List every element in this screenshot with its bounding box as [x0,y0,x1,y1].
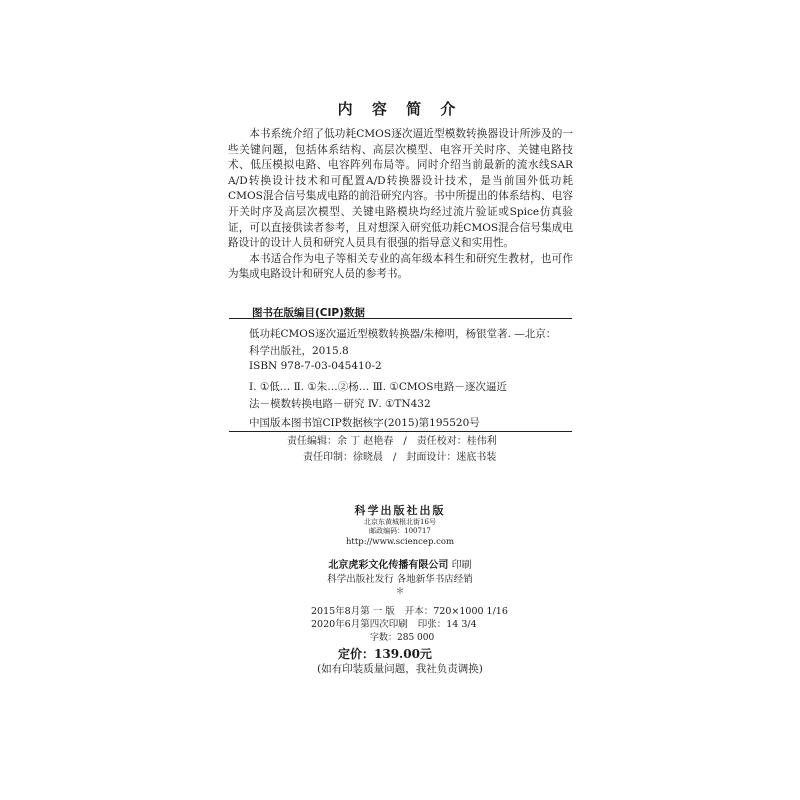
responsible-editors: 责任编辑：余 丁 赵艳春 [287,436,394,447]
summary-body [228,127,573,283]
cover-designer: 封面设计：迷底书装 [406,452,497,463]
star-divider: ＊ [395,587,405,597]
publisher-postcode: 邮政编码：100717 [369,527,431,535]
quality-note: (如有印装质量问题，我社负责调换) [317,663,483,675]
cip-line-classification: 法－模数转换电路－研究 Ⅳ. ①TN432 [249,398,431,410]
summary-heading: 内 容 简 介 [337,100,463,118]
production-credits: 责任印制：徐晓晨 / 封面设计：迷底书装 [303,452,497,463]
print-line [311,616,477,630]
printing-word: 印刷 [451,560,472,571]
printing-line [0,556,800,571]
cip-line-subjects: Ⅰ. ①低… Ⅱ. ①朱…②杨… Ⅲ. ①CMOS电路－逐次逼近 [249,381,507,393]
publisher-address: 北京东黄城根北街16号 [364,518,436,526]
printing-number: 2020年6月第四次印刷 [311,619,408,630]
word-count: 字数：285 000 [370,633,435,643]
cip-data-box [229,318,572,432]
edition-line [311,603,508,617]
price: 定价：139.00元 [338,647,432,661]
proofreader: 责任校对：桂伟利 [416,436,497,447]
summary-paragraph: 本书适合作为电子等相关专业的高年级本科生和研究生教材，也可作为集成电路设计和研究人员的参考书。 [228,252,573,281]
publisher-name: 科学出版社出版 [354,504,446,517]
editor-credits: 责任编辑：余 丁 赵艳春 / 责任校对：桂伟利 [287,436,497,447]
print-sheets: 印张：14 3/4 [417,619,477,630]
cip-line-isbn: ISBN 978-7-03-045410-2 [249,360,382,372]
printing-company: 北京虎彩文化传播有限公司 [328,560,449,571]
book-format: 开本：720×1000 1/16 [404,606,508,617]
cip-title: 图书在版编目(CIP)数据 [252,307,365,319]
cip-line-publisher: 科学出版社，2015.8 [249,345,349,357]
cip-line-title: 低功耗CMOS逐次逼近型模数转换器/朱樟明，杨银堂著. —北京： [249,328,557,340]
print-supervisor: 责任印制：徐晓晨 [303,452,383,463]
publisher-website: http://www.sciencep.com [345,537,455,547]
summary-paragraph: 本书系统介绍了低功耗CMOS逐次逼近型模数转换器设计所涉及的一些关键问题，包括体系结构、高层次模型、电容开关时序、关键电路技术、低压模拟电路、电容阵列布局等。同时介绍当前最新的流水线SAR A/D转换设计技术和可配置A/D转换器设计技术，是当前国外低功耗CMOS混合信号集成电路的前沿研究内容。书中所提出的体系结构、电容开关时序及高层次模型、关键电路模块均经过流片验证或Spice仿真验证，可以直接供读者参考，且对想深入研究低功耗CMOS混合信号集成电路设计的设计人员和研究人员具有很强的指导意义和实用性。 [228,128,573,250]
distribution: 科学出版社发行 各地新华书店经销 [327,574,473,585]
edition: 2015年8月第 一 版 [311,606,395,617]
cip-line-record-number: 中国版本图书馆CIP数据核字(2015)第195520号 [249,417,480,429]
